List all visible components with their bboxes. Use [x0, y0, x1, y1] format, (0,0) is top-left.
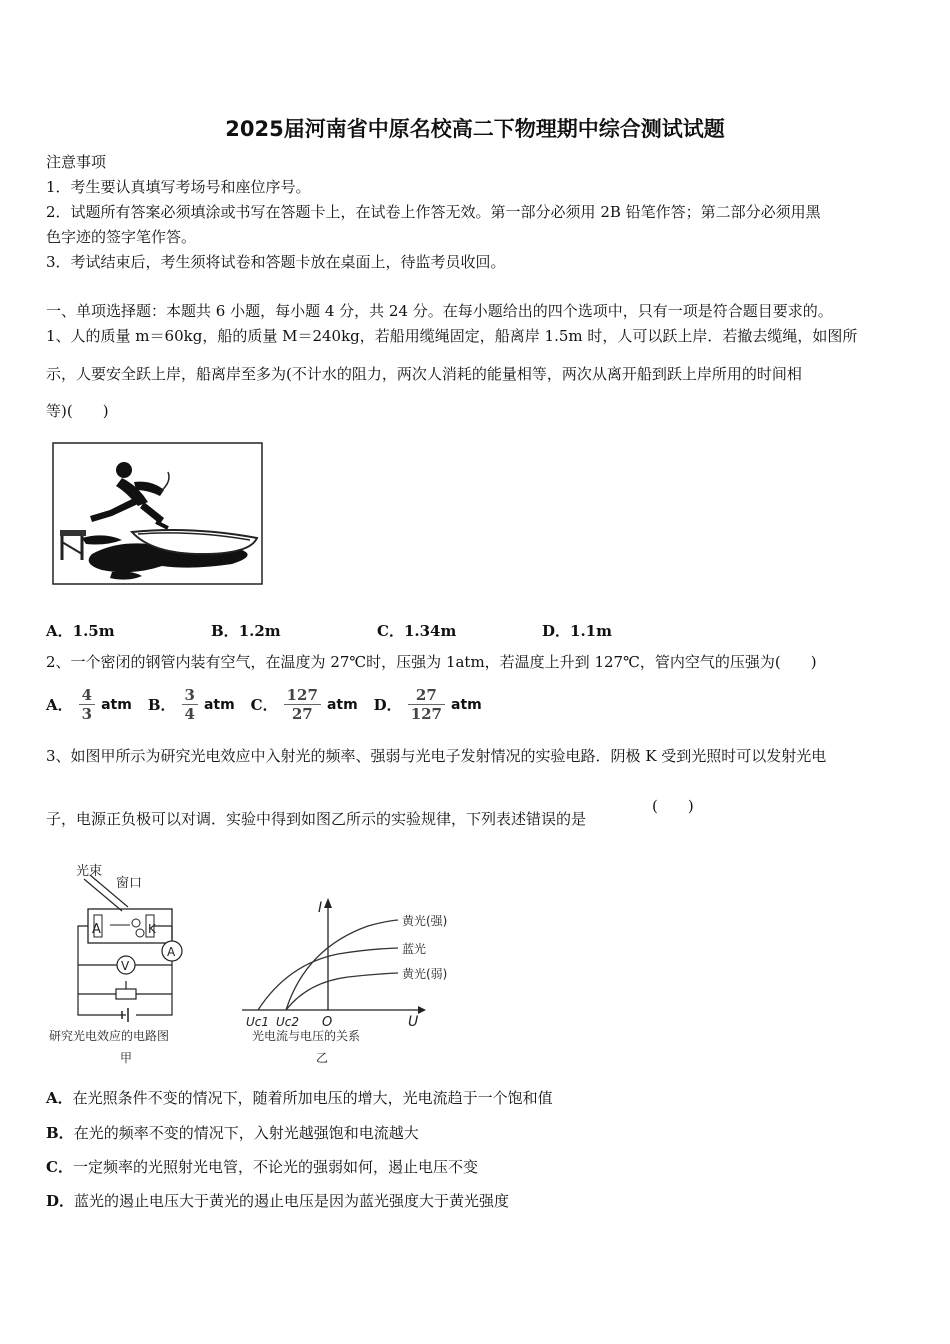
q1-option-b[interactable]: B．1.2m: [211, 622, 281, 640]
cathode-label: K: [148, 922, 156, 936]
q1-line-3: 等)( ): [46, 402, 109, 420]
q2-option-d-fraction: $\frac{27}{127}$: [408, 686, 445, 723]
q3-option-c[interactable]: C．一定频率的光照射光电管，不论光的强弱如何，遏止电压不变: [46, 1158, 478, 1176]
voltmeter-label: V: [121, 959, 130, 973]
q2-option-d-label[interactable]: D．: [373, 696, 402, 714]
q1-option-d[interactable]: D．1.1m: [542, 622, 612, 640]
anode-label: A: [92, 922, 101, 937]
x-axis-label: U: [408, 1014, 419, 1030]
q2-option-c-label[interactable]: C．: [250, 696, 278, 714]
light-beam-label: 光束: [76, 864, 103, 879]
q2-option-b-fraction: $\frac{3}{4}$: [182, 686, 198, 723]
q1-option-a[interactable]: A．1.5m: [46, 622, 115, 640]
graph-sub-label: 乙: [316, 1051, 329, 1065]
page-title: 2025届河南省中原名校高二下物理期中综合测试试题: [225, 117, 725, 141]
q2-option-a-fraction: $\frac{4}{3}$: [79, 686, 95, 723]
curve-yellow-strong-label: 黄光(强): [402, 914, 448, 928]
q2-option-b-label[interactable]: B．: [147, 696, 176, 714]
curve-yellow-weak-label: 黄光(弱): [402, 967, 448, 981]
notice-item-2-cont: 色字迹的签字笔作答。: [46, 228, 197, 246]
q3-option-b[interactable]: B．在光的频率不变的情况下，入射光越强饱和电流越大: [46, 1124, 419, 1142]
curve-yellow-weak: [286, 973, 398, 1010]
notice-heading: 注意事项: [46, 153, 107, 171]
curve-blue-label: 蓝光: [402, 942, 427, 956]
graph-caption: 光电流与电压的关系: [252, 1029, 361, 1043]
q3-option-a[interactable]: A．在光照条件不变的情况下，随着所加电压的增大，光电流趋于一个饱和值: [46, 1089, 553, 1107]
notice-item-3: 3．考试结束后，考生须将试卷和答题卡放在桌面上，待监考员收回。: [46, 253, 506, 271]
circuit-diagram: [44, 855, 239, 1070]
notice-item-1: 1．考生要认真填写考场号和座位序号。: [46, 178, 311, 196]
ammeter-label: A: [167, 945, 176, 959]
q1-line-1: 1、人的质量 m＝60kg，船的质量 M＝240kg，若船用缆绳固定，船离岸 1.5m 时，人可以跃上岸．若撤去缆绳，如图所: [46, 327, 858, 345]
window-label: 窗口: [116, 876, 143, 891]
q3-line-1: 3、如图甲所示为研究光电效应中入射光的频率、强弱与光电子发射情况的实验电路．阴极 K 受到光照时可以发射光电: [46, 747, 827, 765]
q1-option-c[interactable]: C．1.34m: [377, 622, 457, 640]
notice-item-2: 2．试题所有答案必须填涂或书写在答题卡上，在试卷上作答无效。第一部分必须用 2B 铅笔作答；第二部分必须用黑: [46, 203, 821, 221]
circuit-sub-label: 甲: [120, 1051, 133, 1065]
y-axis-label: I: [318, 900, 323, 916]
q2-option-c-fraction: $\frac{127}{27}$: [284, 686, 321, 723]
origin-label: O: [322, 1015, 333, 1030]
curve-yellow-strong: [286, 920, 398, 1010]
q3-option-d[interactable]: D．蓝光的遏止电压大于黄光的遏止电压是因为蓝光强度大于黄光强度: [46, 1192, 510, 1210]
q2-option-a-label[interactable]: A．: [46, 696, 73, 714]
boat-jump-figure: [52, 442, 264, 587]
uc2-label: Uc2: [276, 1015, 300, 1029]
q3-line-2: 子，电源正负极可以对调．实验中得到如图乙所示的实验规律，下列表述错误的是: [46, 810, 587, 828]
q1-line-2: 示，人要安全跃上岸，船离岸至多为(不计水的阻力，两次人消耗的能量相等，两次从离开船到跃上岸所用的时间相: [46, 365, 802, 383]
uc1-label: Uc1: [246, 1015, 270, 1029]
section-heading: 一、单项选择题：本题共 6 小题，每小题 4 分，共 24 分。在每小题给出的四个选项中，只有一项是符合题目要求的。: [46, 302, 833, 320]
q2-stem: 2、一个密闭的钢管内装有空气，在温度为 27℃时，压强为 1atm，若温度上升到 127℃，管内空气的压强为( ): [46, 653, 817, 671]
current-voltage-graph: [238, 890, 468, 1070]
q2-options: A． $\frac{4}{3}$ atm B． $\frac{3}{4}$ atm C． $\frac{127}{27}$ atm D． $\frac{27}{127}$ atm: [46, 686, 482, 723]
q3-paren: ( ): [652, 797, 694, 815]
circuit-caption: 研究光电效应的电路图: [49, 1029, 170, 1043]
